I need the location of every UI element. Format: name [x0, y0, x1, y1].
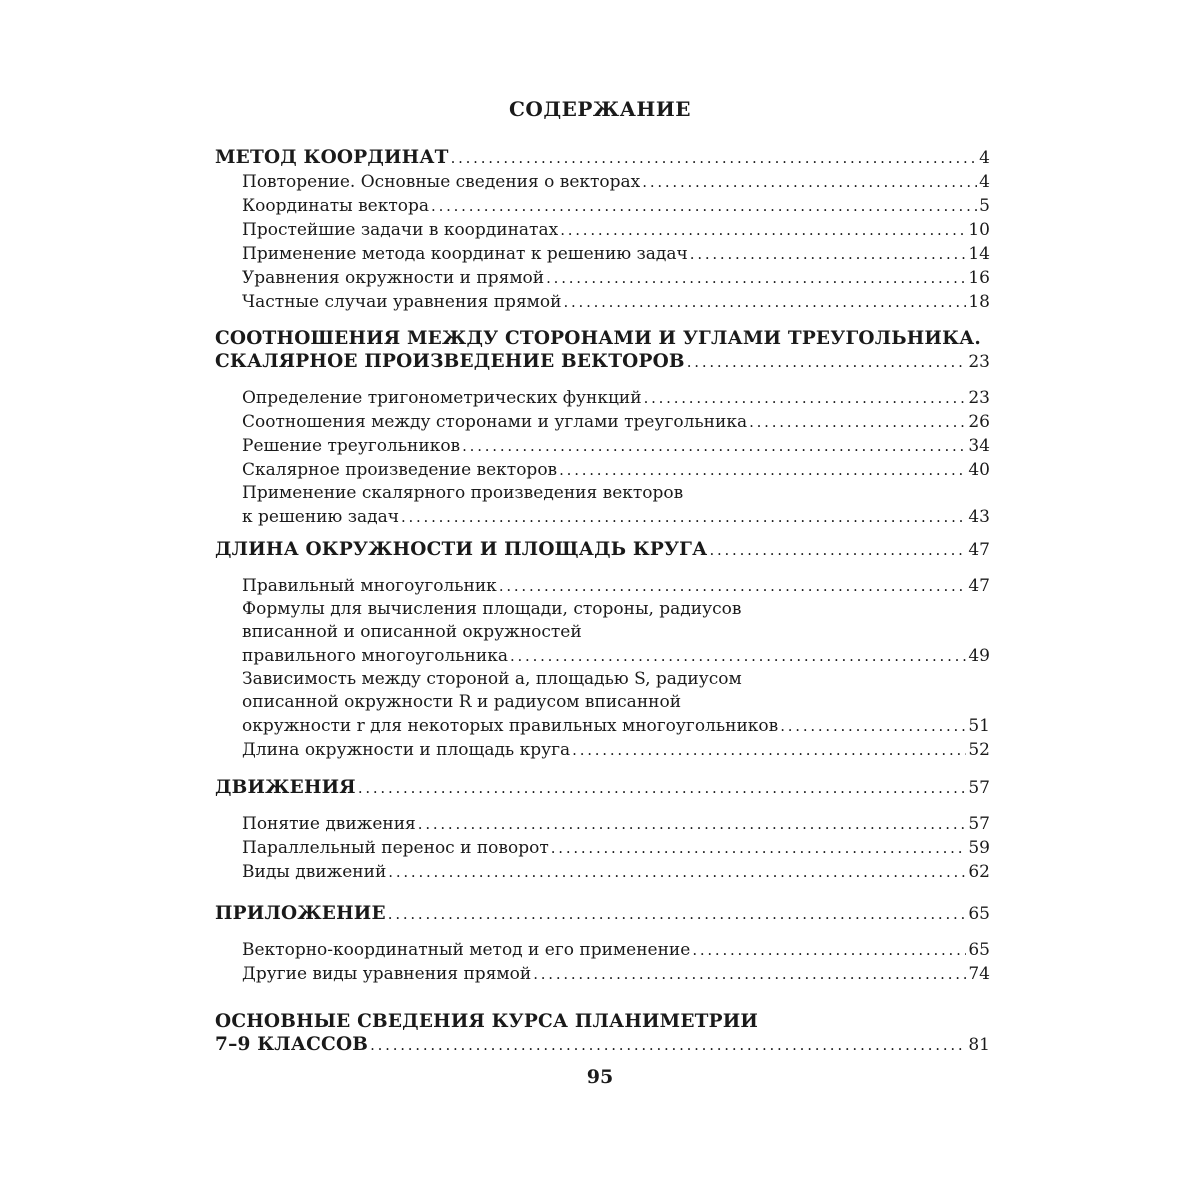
toc-entry-label: Решение треугольников: [242, 436, 461, 456]
dot-leader: [370, 1033, 966, 1057]
toc-entry-label: Частные случаи уравнения прямой: [242, 292, 562, 312]
page-number: 95: [586, 1066, 614, 1088]
dot-leader: [358, 776, 967, 800]
toc-entry[interactable]: [215, 458, 990, 482]
toc-heading-label: МЕТОД КООРДИНАТ: [215, 147, 449, 168]
toc-section-coordinates: [215, 146, 990, 314]
toc-entry-label: Длина окружности и площадь круга: [242, 740, 571, 760]
toc-section-circle: [215, 538, 990, 762]
dot-leader: [533, 962, 966, 986]
toc-page-number: 74: [968, 964, 990, 984]
toc-heading[interactable]: [215, 538, 990, 562]
toc-entry[interactable]: [215, 218, 990, 242]
dot-leader: [642, 170, 977, 194]
toc-page-number: 18: [968, 292, 990, 312]
page-title: СОДЕРЖАНИЕ: [509, 97, 691, 121]
toc-page-number: 57: [968, 814, 990, 834]
toc-entry-label: Параллельный перенос и поворот: [242, 838, 549, 858]
toc-heading[interactable]: [215, 350, 990, 374]
toc-entry-label: Повторение. Основные сведения о векторах: [242, 172, 641, 192]
dot-leader: [709, 538, 966, 562]
toc-entry[interactable]: [215, 290, 990, 314]
dot-leader: [401, 505, 966, 529]
toc-entry-line[interactable]: Применение скалярного произведения векторов: [242, 483, 684, 503]
dot-leader: [551, 836, 967, 860]
toc-entry[interactable]: [215, 266, 990, 290]
toc-page-number: 52: [968, 740, 990, 760]
toc-heading-label: ПРИЛОЖЕНИЕ: [215, 903, 386, 924]
dot-leader: [388, 860, 966, 884]
toc-section-triangles: [215, 327, 990, 529]
toc-page-number: 81: [968, 1035, 990, 1055]
toc-entry[interactable]: [215, 860, 990, 884]
toc-entry-label: Применение метода координат к решению задач: [242, 244, 688, 264]
toc-page-number: 5: [979, 196, 990, 216]
toc-entry-line[interactable]: вписанной и описанной окружностей: [242, 622, 582, 642]
toc-entry-line[interactable]: Зависимость между стороной a, площадью S, радиусом: [242, 669, 742, 689]
toc-entry-line[interactable]: Формулы для вычисления площади, стороны, радиусов: [242, 599, 742, 619]
toc-entry[interactable]: [215, 714, 990, 738]
dot-leader: [546, 266, 966, 290]
toc-page-number: 62: [968, 862, 990, 882]
toc-entry[interactable]: [215, 574, 990, 598]
toc-entry-label: Правильный многоугольник: [242, 576, 497, 596]
toc-page-number: 47: [968, 540, 990, 560]
toc-page-number: 4: [979, 172, 990, 192]
toc-section-appendix: [215, 902, 990, 986]
dot-leader: [499, 574, 967, 598]
toc-page-number: 26: [968, 412, 990, 432]
toc-entry-label: Уравнения окружности и прямой: [242, 268, 545, 288]
toc-entry-label: Определение тригонометрических функций: [242, 388, 642, 408]
toc-page-number: 43: [968, 507, 990, 527]
toc-heading-label: 7–9 КЛАССОВ: [215, 1034, 369, 1055]
toc-page-number: 65: [968, 940, 990, 960]
toc-entry-label: Простейшие задачи в координатах: [242, 220, 559, 240]
toc-page-number: 23: [968, 388, 990, 408]
toc-entry-line[interactable]: описанной окружности R и радиусом вписанной: [242, 692, 682, 712]
toc-entry[interactable]: [215, 812, 990, 836]
toc-entry-label: Векторно-координатный метод и его применение: [242, 940, 691, 960]
dot-leader: [780, 714, 966, 738]
toc-page-number: 57: [968, 778, 990, 798]
toc-entry-label: Понятие движения: [242, 814, 416, 834]
toc-entry[interactable]: [215, 962, 990, 986]
toc-entry[interactable]: [215, 938, 990, 962]
toc-entry[interactable]: [215, 644, 990, 668]
toc-page-number: 40: [968, 460, 990, 480]
toc-entry[interactable]: [215, 836, 990, 860]
dot-leader: [510, 644, 966, 668]
toc-page-number: 34: [968, 436, 990, 456]
toc-entry-label: Скалярное произведение векторов: [242, 460, 558, 480]
toc-entry[interactable]: [215, 410, 990, 434]
toc-entry-label: Координаты вектора: [242, 196, 430, 216]
toc-page-number: 59: [968, 838, 990, 858]
toc-entry[interactable]: [215, 194, 990, 218]
toc-section-motions: [215, 776, 990, 884]
table-of-contents: [215, 146, 990, 1057]
toc-page-number: 49: [968, 646, 990, 666]
toc-entry[interactable]: [215, 170, 990, 194]
toc-heading-label: ДВИЖЕНИЯ: [215, 777, 356, 798]
toc-entry[interactable]: [215, 386, 990, 410]
toc-entry-label: к решению задач: [242, 507, 399, 527]
toc-page-number: 4: [979, 148, 990, 168]
toc-entry-label: Соотношения между сторонами и углами треугольника: [242, 412, 748, 432]
toc-entry[interactable]: [215, 505, 990, 529]
dot-leader: [690, 242, 967, 266]
dot-leader: [559, 458, 966, 482]
toc-heading[interactable]: [215, 776, 990, 800]
dot-leader: [563, 290, 966, 314]
toc-heading[interactable]: [215, 902, 990, 926]
dot-leader: [560, 218, 966, 242]
toc-entry-label: правильного многоугольника: [242, 646, 508, 666]
dot-leader: [431, 194, 977, 218]
toc-heading-label: ДЛИНА ОКРУЖНОСТИ И ПЛОЩАДЬ КРУГА: [215, 539, 708, 560]
toc-page-number: 47: [968, 576, 990, 596]
dot-leader: [687, 350, 967, 374]
toc-heading-line[interactable]: ОСНОВНЫЕ СВЕДЕНИЯ КУРСА ПЛАНИМЕТРИИ: [215, 1011, 759, 1032]
dot-leader: [451, 146, 978, 170]
dot-leader: [462, 434, 966, 458]
dot-leader: [388, 902, 967, 926]
toc-entry[interactable]: [215, 738, 990, 762]
dot-leader: [749, 410, 966, 434]
toc-entry[interactable]: [215, 434, 990, 458]
toc-page-number: 10: [968, 220, 990, 240]
toc-heading-line[interactable]: СООТНОШЕНИЯ МЕЖДУ СТОРОНАМИ И УГЛАМИ ТРЕУГОЛЬНИКА.: [215, 328, 982, 349]
dot-leader: [692, 938, 966, 962]
dot-leader: [572, 738, 966, 762]
toc-page-number: 23: [968, 352, 990, 372]
toc-heading[interactable]: [215, 1033, 990, 1057]
toc-entry-label: Виды движений: [242, 862, 387, 882]
toc-section-planimetry: [215, 1010, 990, 1057]
dot-leader: [644, 386, 967, 410]
toc-entry-label: окружности r для некоторых правильных многоугольников: [242, 716, 779, 736]
toc-page-number: 16: [968, 268, 990, 288]
toc-page-number: 14: [968, 244, 990, 264]
toc-heading-label: СКАЛЯРНОЕ ПРОИЗВЕДЕНИЕ ВЕКТОРОВ: [215, 351, 685, 372]
toc-entry-label: Другие виды уравнения прямой: [242, 964, 532, 984]
dot-leader: [418, 812, 967, 836]
toc-page-number: 51: [968, 716, 990, 736]
toc-entry[interactable]: [215, 242, 990, 266]
toc-page-number: 65: [968, 904, 990, 924]
toc-heading[interactable]: [215, 146, 990, 170]
